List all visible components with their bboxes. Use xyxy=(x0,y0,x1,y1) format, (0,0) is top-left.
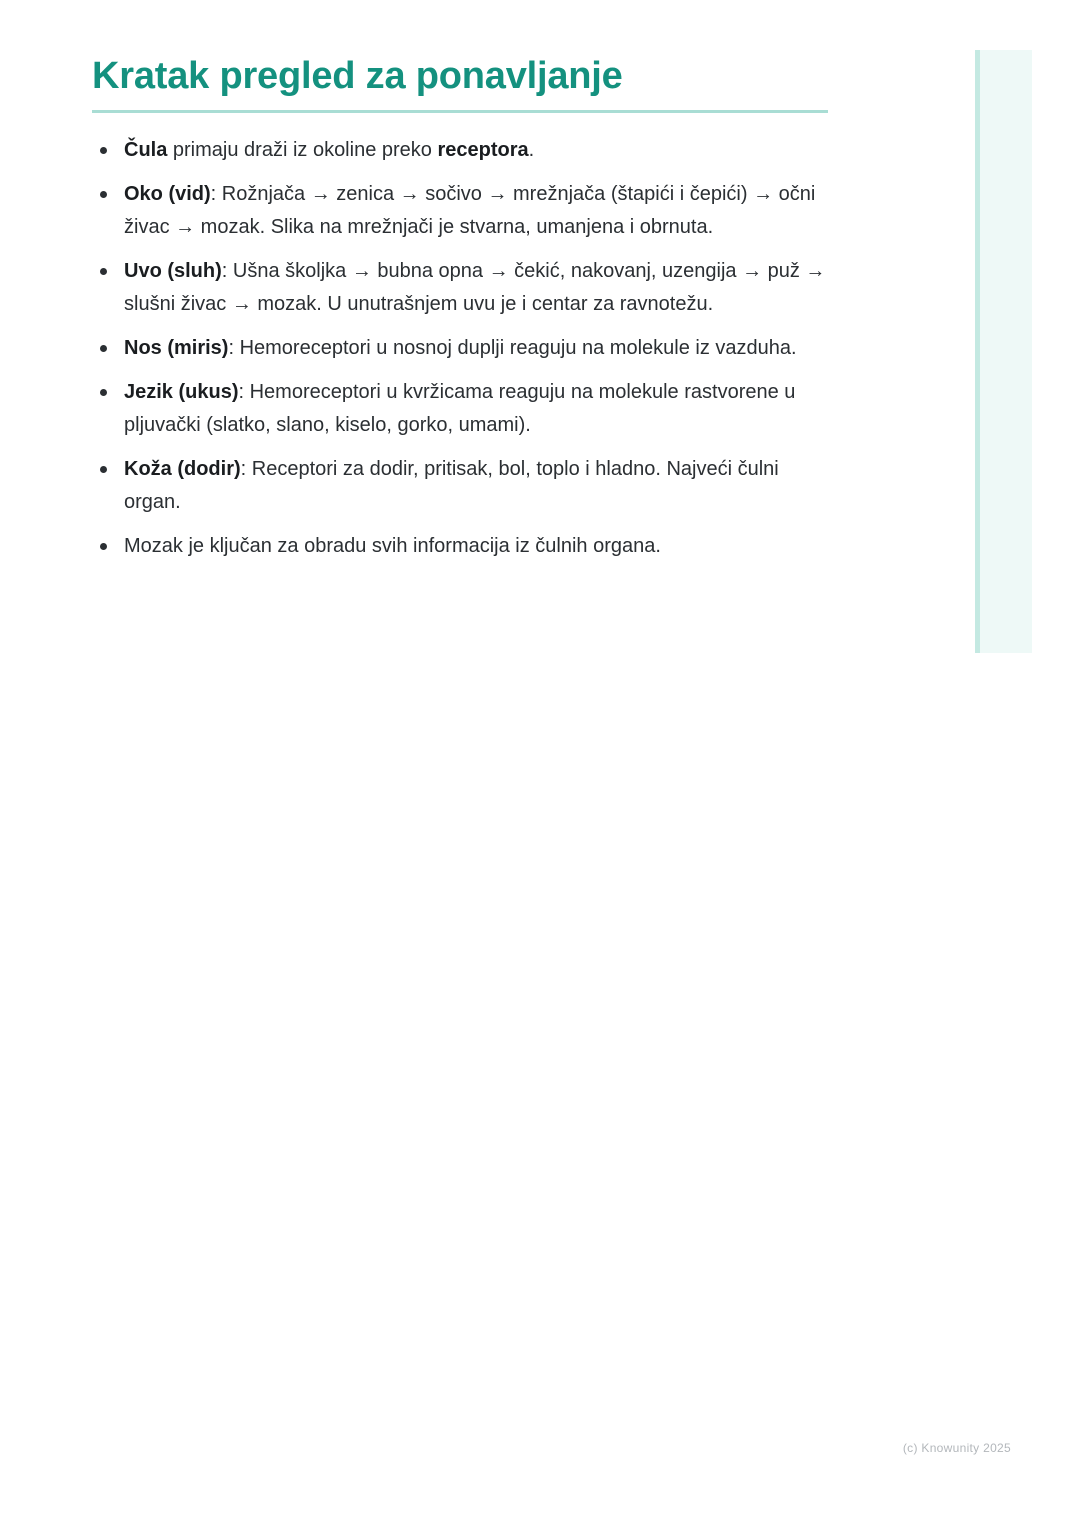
list-item xyxy=(92,178,828,244)
item-term: Koža (dodir) xyxy=(124,458,241,480)
summary-list xyxy=(92,134,828,574)
bullet-icon xyxy=(100,543,107,550)
page-title: Kratak pregled za ponavljanje xyxy=(92,55,623,97)
list-item xyxy=(92,255,828,321)
item-text-end: . xyxy=(528,139,535,161)
item-term: Čula xyxy=(124,139,168,161)
item-text: : Ušna školjka → bubna opna → čekić, nakovanj, uzengija → puž → slušni živac → mozak. U unutrašnjem uvu je i centar za ravnotežu. xyxy=(124,260,826,315)
title-underline xyxy=(92,110,828,113)
item-term: Oko (vid) xyxy=(124,183,211,205)
item-text: : Hemoreceptori u kvržicama reaguju na molekule rastvorene u pljuvački (slatko, slano, kiselo, gorko, umami). xyxy=(124,381,796,436)
bullet-icon xyxy=(100,345,107,352)
list-item xyxy=(92,453,828,519)
item-term: Uvo (sluh) xyxy=(124,260,222,282)
copyright-footer: (c) Knowunity 2025 xyxy=(902,1441,1011,1455)
item-text: : Hemoreceptori u nosnoj duplji reaguju na molekule iz vazduha. xyxy=(228,337,797,359)
item-term: Jezik (ukus) xyxy=(124,381,239,403)
list-item xyxy=(92,134,828,167)
item-term-secondary: receptora xyxy=(437,139,529,161)
bullet-icon xyxy=(100,389,107,396)
bullet-icon xyxy=(100,147,107,154)
item-text: primaju draži iz okoline preko xyxy=(167,139,438,161)
bullet-icon xyxy=(100,466,107,473)
list-item xyxy=(92,376,828,442)
list-item xyxy=(92,332,828,365)
list-item xyxy=(92,530,828,563)
item-text: : Rožnjača → zenica → sočivo → mrežnjača (štapići i čepići) → očni živac → mozak. Slika na mrežnjači je stvarna, umanjena i obrnuta. xyxy=(124,183,816,238)
side-panel xyxy=(975,50,1032,653)
item-text: Mozak je ključan za obradu svih informacija iz čulnih organa. xyxy=(124,535,661,557)
item-term: Nos (miris) xyxy=(124,337,229,359)
bullet-icon xyxy=(100,268,107,275)
bullet-icon xyxy=(100,191,107,198)
item-text: : Receptori za dodir, pritisak, bol, toplo i hladno. Najveći čulni organ. xyxy=(124,458,779,513)
